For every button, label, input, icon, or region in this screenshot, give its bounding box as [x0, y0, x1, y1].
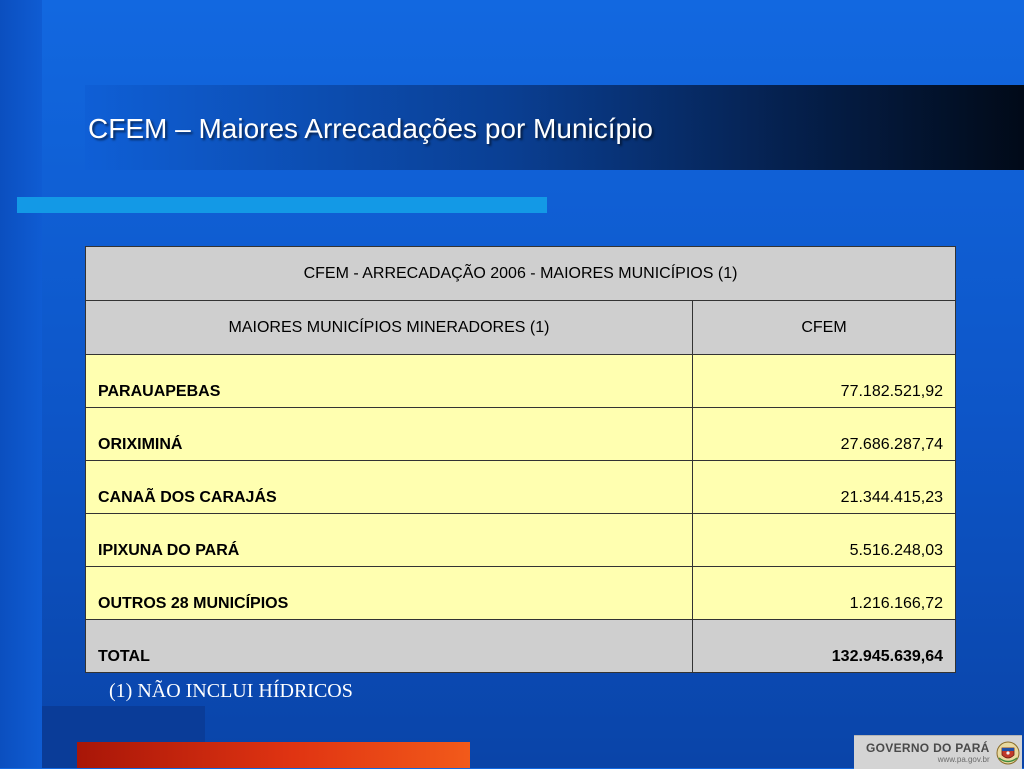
coat-of-arms-icon	[996, 740, 1020, 766]
table-total-row	[86, 620, 956, 673]
cfem-value: 21.344.415,23	[693, 461, 956, 514]
cfem-table	[85, 246, 956, 673]
municipio-name: ORIXIMINÁ	[86, 408, 693, 461]
total-value: 132.945.639,64	[693, 620, 956, 673]
logo-url: www.pa.gov.br	[937, 754, 990, 764]
municipio-name: PARAUAPEBAS	[86, 355, 693, 408]
total-label: TOTAL	[86, 620, 693, 673]
footnote: (1) NÃO INCLUI HÍDRICOS	[109, 680, 353, 702]
table-header-row	[86, 301, 956, 355]
left-decorative-band	[0, 0, 42, 768]
cfem-value: 27.686.287,74	[693, 408, 956, 461]
column-header-municipios: MAIORES MUNICÍPIOS MINERADORES (1)	[86, 301, 693, 355]
cfem-value: 1.216.166,72	[693, 567, 956, 620]
cfem-value: 77.182.521,92	[693, 355, 956, 408]
table-caption: CFEM - ARRECADAÇÃO 2006 - MAIORES MUNICÍPIOS (1)	[86, 247, 956, 301]
table-caption-row	[86, 247, 956, 301]
table-row	[86, 567, 956, 620]
logo-name: GOVERNO DO PARÁ	[866, 740, 990, 755]
table-row	[86, 514, 956, 567]
table-row	[86, 355, 956, 408]
table-row	[86, 408, 956, 461]
logo-text	[866, 742, 990, 764]
municipio-name: OUTROS 28 MUNICÍPIOS	[86, 567, 693, 620]
table-row	[86, 461, 956, 514]
column-header-cfem: CFEM	[693, 301, 956, 355]
cfem-value: 5.516.248,03	[693, 514, 956, 567]
municipio-name: IPIXUNA DO PARÁ	[86, 514, 693, 567]
governo-do-para-logo	[854, 735, 1022, 769]
accent-bar	[17, 197, 547, 213]
slide-title: CFEM – Maiores Arrecadações por Município	[88, 113, 653, 144]
municipio-name: CANAÃ DOS CARAJÁS	[86, 461, 693, 514]
orange-decorative-bar	[77, 742, 470, 768]
